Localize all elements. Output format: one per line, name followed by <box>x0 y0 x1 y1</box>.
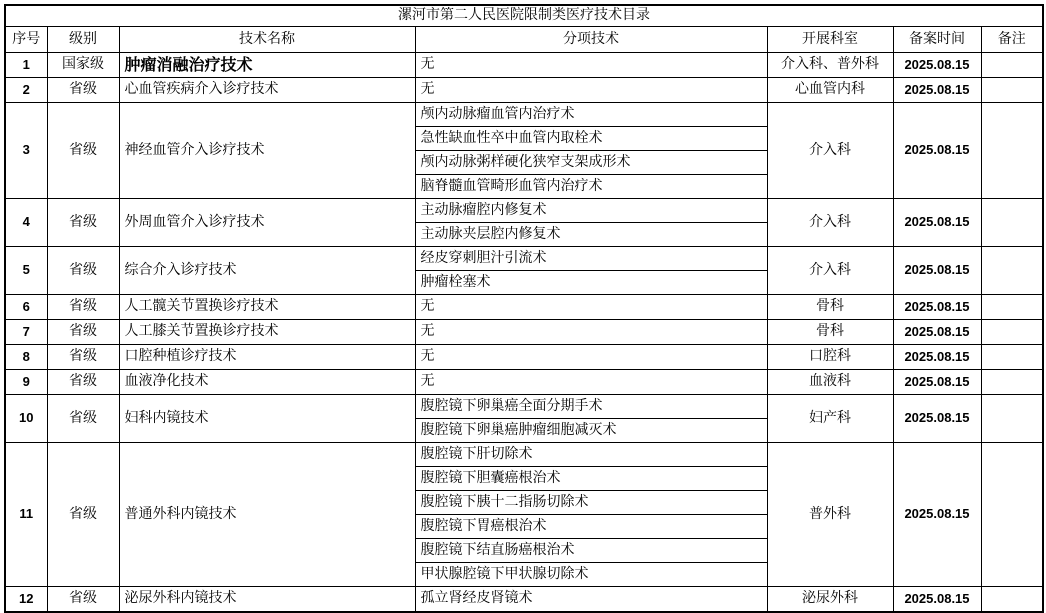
sub-tech-cell: 经皮穿刺胆汁引流术 <box>415 247 767 271</box>
sub-tech-cell: 无 <box>415 78 767 103</box>
note-cell <box>981 53 1043 78</box>
sub-tech-cell: 无 <box>415 53 767 78</box>
note-cell <box>981 103 1043 199</box>
record-date-cell: 2025.08.15 <box>893 247 981 295</box>
tech-name-cell: 心血管疾病介入诊疗技术 <box>119 78 415 103</box>
sub-tech-cell: 甲状腺腔镜下甲状腺切除术 <box>415 563 767 587</box>
department-cell: 血液科 <box>767 370 893 395</box>
sub-tech-cell: 腹腔镜下结直肠癌根治术 <box>415 539 767 563</box>
col-header-dept: 开展科室 <box>767 27 893 53</box>
row-no-cell: 2 <box>5 78 47 103</box>
department-cell: 心血管内科 <box>767 78 893 103</box>
sub-tech-cell: 无 <box>415 295 767 320</box>
note-cell <box>981 199 1043 247</box>
department-cell: 骨科 <box>767 320 893 345</box>
tech-name-cell: 肿瘤消融治疗技术 <box>119 53 415 78</box>
tech-name-cell: 口腔种植诊疗技术 <box>119 345 415 370</box>
table-title: 漯河市第二人民医院限制类医疗技术目录 <box>5 5 1043 27</box>
row-level-cell: 省级 <box>47 320 119 345</box>
sub-tech-cell: 颅内动脉瘤血管内治疗术 <box>415 103 767 127</box>
row-no-cell: 7 <box>5 320 47 345</box>
note-cell <box>981 78 1043 103</box>
sub-tech-cell: 肿瘤栓塞术 <box>415 271 767 295</box>
record-date-cell: 2025.08.15 <box>893 199 981 247</box>
record-date-cell: 2025.08.15 <box>893 443 981 587</box>
sub-tech-cell: 腹腔镜下卵巢癌肿瘤细胞减灭术 <box>415 419 767 443</box>
sub-tech-cell: 无 <box>415 370 767 395</box>
table-header-row <box>5 27 1043 53</box>
department-cell: 普外科 <box>767 443 893 587</box>
row-no-cell: 11 <box>5 443 47 587</box>
row-no-cell: 5 <box>5 247 47 295</box>
department-cell: 骨科 <box>767 295 893 320</box>
table-body <box>5 53 1043 613</box>
table-row <box>5 345 1043 370</box>
row-level-cell: 省级 <box>47 443 119 587</box>
note-cell <box>981 370 1043 395</box>
row-level-cell: 省级 <box>47 345 119 370</box>
tech-name-cell: 人工髋关节置换诊疗技术 <box>119 295 415 320</box>
row-level-cell: 省级 <box>47 587 119 613</box>
department-cell: 介入科、普外科 <box>767 53 893 78</box>
sub-tech-cell: 颅内动脉粥样硬化狭窄支架成形术 <box>415 151 767 175</box>
table-row <box>5 247 1043 271</box>
sub-tech-cell: 腹腔镜下卵巢癌全面分期手术 <box>415 395 767 419</box>
row-level-cell: 国家级 <box>47 53 119 78</box>
sub-tech-cell: 腹腔镜下胃癌根治术 <box>415 515 767 539</box>
medical-tech-catalog-table <box>4 4 1044 613</box>
tech-name-cell: 普通外科内镜技术 <box>119 443 415 587</box>
col-header-sub-tech: 分项技术 <box>415 27 767 53</box>
department-cell: 妇产科 <box>767 395 893 443</box>
sub-tech-cell: 主动脉夹层腔内修复术 <box>415 223 767 247</box>
record-date-cell: 2025.08.15 <box>893 395 981 443</box>
table-row <box>5 199 1043 223</box>
table-title-row <box>5 5 1043 27</box>
sub-tech-cell: 脑脊髓血管畸形血管内治疗术 <box>415 175 767 199</box>
sub-tech-cell: 主动脉瘤腔内修复术 <box>415 199 767 223</box>
row-no-cell: 3 <box>5 103 47 199</box>
sub-tech-cell: 急性缺血性卒中血管内取栓术 <box>415 127 767 151</box>
record-date-cell: 2025.08.15 <box>893 345 981 370</box>
col-header-level: 级别 <box>47 27 119 53</box>
tech-name-cell: 神经血管介入诊疗技术 <box>119 103 415 199</box>
note-cell <box>981 395 1043 443</box>
record-date-cell: 2025.08.15 <box>893 78 981 103</box>
table-row <box>5 53 1043 78</box>
table-row <box>5 78 1043 103</box>
note-cell <box>981 247 1043 295</box>
note-cell <box>981 443 1043 587</box>
table-row <box>5 370 1043 395</box>
record-date-cell: 2025.08.15 <box>893 587 981 613</box>
department-cell: 介入科 <box>767 103 893 199</box>
department-cell: 泌尿外科 <box>767 587 893 613</box>
tech-name-cell: 妇科内镜技术 <box>119 395 415 443</box>
col-header-date: 备案时间 <box>893 27 981 53</box>
record-date-cell: 2025.08.15 <box>893 295 981 320</box>
department-cell: 口腔科 <box>767 345 893 370</box>
col-header-note: 备注 <box>981 27 1043 53</box>
row-no-cell: 9 <box>5 370 47 395</box>
record-date-cell: 2025.08.15 <box>893 53 981 78</box>
row-no-cell: 1 <box>5 53 47 78</box>
sub-tech-cell: 腹腔镜下肝切除术 <box>415 443 767 467</box>
row-level-cell: 省级 <box>47 103 119 199</box>
table-row <box>5 395 1043 419</box>
tech-name-cell: 人工膝关节置换诊疗技术 <box>119 320 415 345</box>
tech-name-cell: 外周血管介入诊疗技术 <box>119 199 415 247</box>
tech-name-cell: 泌尿外科内镜技术 <box>119 587 415 613</box>
row-no-cell: 8 <box>5 345 47 370</box>
sub-tech-cell: 无 <box>415 320 767 345</box>
note-cell <box>981 587 1043 613</box>
row-level-cell: 省级 <box>47 247 119 295</box>
sub-tech-cell: 腹腔镜下胆囊癌根治术 <box>415 467 767 491</box>
table-row <box>5 320 1043 345</box>
row-no-cell: 4 <box>5 199 47 247</box>
record-date-cell: 2025.08.15 <box>893 320 981 345</box>
row-level-cell: 省级 <box>47 199 119 247</box>
record-date-cell: 2025.08.15 <box>893 370 981 395</box>
note-cell <box>981 345 1043 370</box>
table-row <box>5 295 1043 320</box>
sub-tech-cell: 孤立肾经皮肾镜术 <box>415 587 767 613</box>
row-level-cell: 省级 <box>47 370 119 395</box>
row-level-cell: 省级 <box>47 295 119 320</box>
row-level-cell: 省级 <box>47 78 119 103</box>
row-no-cell: 6 <box>5 295 47 320</box>
note-cell <box>981 295 1043 320</box>
table-row <box>5 443 1043 467</box>
row-no-cell: 10 <box>5 395 47 443</box>
sub-tech-cell: 无 <box>415 345 767 370</box>
record-date-cell: 2025.08.15 <box>893 103 981 199</box>
col-header-tech-name: 技术名称 <box>119 27 415 53</box>
department-cell: 介入科 <box>767 199 893 247</box>
sub-tech-cell: 腹腔镜下胰十二指肠切除术 <box>415 491 767 515</box>
row-level-cell: 省级 <box>47 395 119 443</box>
row-no-cell: 12 <box>5 587 47 613</box>
table-row <box>5 587 1043 613</box>
note-cell <box>981 320 1043 345</box>
department-cell: 介入科 <box>767 247 893 295</box>
tech-name-cell: 综合介入诊疗技术 <box>119 247 415 295</box>
col-header-no: 序号 <box>5 27 47 53</box>
table-row <box>5 103 1043 127</box>
tech-name-cell: 血液净化技术 <box>119 370 415 395</box>
